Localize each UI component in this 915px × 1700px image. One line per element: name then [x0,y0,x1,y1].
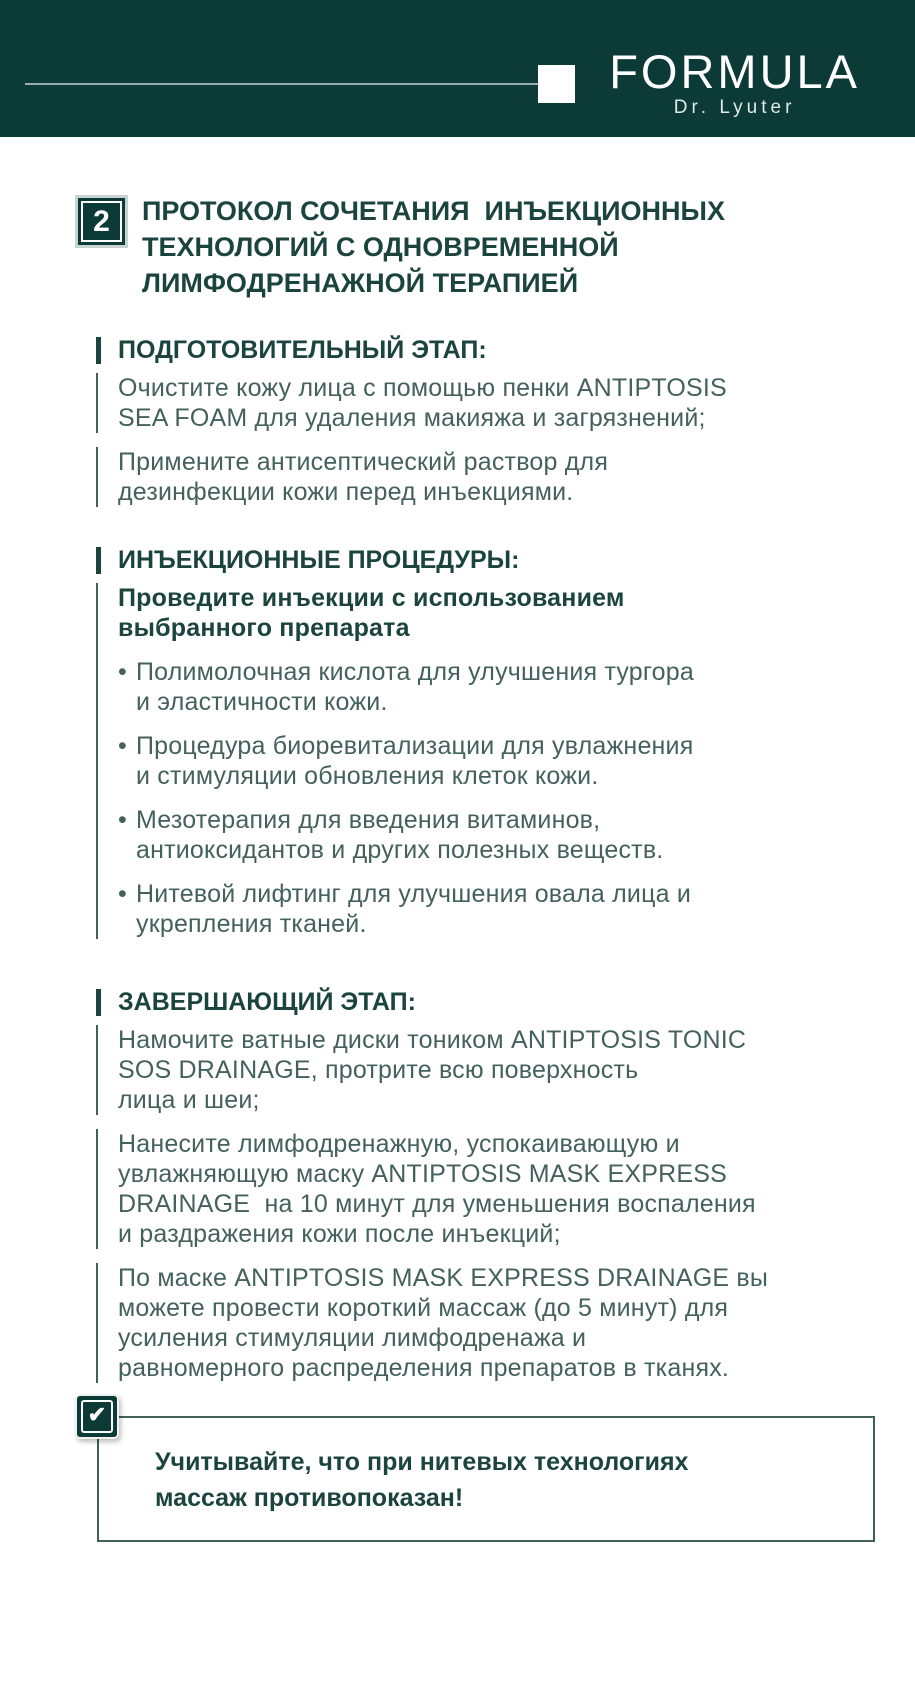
text-line: По маске ANTIPTOSIS MASK EXPRESS DRAINAGE вы [118,1264,769,1292]
section-heading-row [96,335,875,365]
paragraph [96,373,875,433]
list-item [118,805,875,865]
text-line: Намочите ватные диски тоником ANTIPTOSIS TONIC [118,1026,747,1054]
brand-logo [609,44,860,119]
page-title-line: ТЕХНОЛОГИЙ С ОДНОВРЕМЕННОЙ [142,232,619,262]
text-line: увлажняющую маску ANTIPTOSIS MASK EXPRESS [118,1160,728,1188]
page-title-line: ПРОТОКОЛ СОЧЕТАНИЯ ИНЪЕКЦИОННЫХ [142,196,725,226]
paragraph [96,1129,875,1249]
paragraph [96,1263,875,1383]
section-injections [96,545,875,939]
text-line: усиления стимуляции лимфодренажа и [118,1324,587,1352]
section-heading-row [96,545,875,575]
section-heading: ПОДГОТОВИТЕЛЬНЫЙ ЭТАП: [118,336,487,364]
protocol-title-block [75,193,875,301]
text-line: можете провести короткий массаж (до 5 минут) для [118,1294,729,1322]
list-item-text [136,731,693,791]
list-item [118,879,875,939]
text-line: и стимуляции обновления клеток кожи. [136,762,599,790]
text-line: массаж противопоказан! [155,1484,464,1512]
brand-header [0,0,915,137]
page-title-line: ЛИМФОДРЕНАЖНОЙ ТЕРАПИЕЙ [142,268,579,298]
lead-paragraph [118,583,875,643]
brand-square-icon [538,65,575,103]
section-heading-row [96,987,875,1017]
heading-bar [96,989,101,1016]
brand-subtitle: Dr. Lyuter [673,96,796,118]
list-item-text [136,805,663,865]
checkmark-frame [81,1400,113,1433]
heading-bar [96,547,101,574]
list-item-text [136,657,694,717]
text-line: равномерного распределения препаратов в тканях. [118,1354,730,1382]
text-line: Очистите кожу лица с помощью пенки ANTIPTOSIS [118,374,727,402]
text-line: SEA FOAM для удаления макияжа и загрязнений; [118,404,706,432]
heading-bar [96,337,101,364]
list-item [118,657,875,717]
text-line: Процедура биоревитализации для увлажнения [136,732,694,760]
text-line: и эластичности кожи. [136,688,388,716]
checkmark-icon: ✔ [87,1402,107,1427]
paragraph [96,447,875,507]
text-line: Нанесите лимфодренажную, успокаивающую и [118,1130,680,1158]
paragraph [96,1025,875,1115]
text-line: Полимолочная кислота для улучшения тургора [136,658,694,686]
bullet-dot: • [118,658,127,686]
brand-name: FORMULA [609,44,860,98]
bullet-dot: • [118,732,127,760]
text-line: антиоксидантов и других полезных веществ. [136,836,664,864]
injections-body [96,583,875,939]
bullet-dot: • [118,880,127,908]
text-line: укрепления тканей. [136,910,367,938]
step-number: 2 [81,201,122,242]
section-heading: ЗАВЕРШАЮЩИЙ ЭТАП: [118,988,416,1016]
list-item [118,731,875,791]
text-line: DRAINAGE на 10 минут для уменьшения воспаления [118,1190,756,1218]
warning-note [87,1402,875,1542]
text-line: SOS DRAINAGE, протрите всю поверхность [118,1056,639,1084]
text-line: лица и шеи; [118,1086,260,1114]
checkmark-badge [75,1394,119,1439]
text-line: выбранного препарата [118,614,410,642]
section-heading: ИНЪЕКЦИОННЫЕ ПРОЦЕДУРЫ: [118,546,520,574]
step-number-badge [75,195,128,248]
text-line: Примените антисептический раствор для [118,448,609,476]
page-title [142,193,725,301]
text-line: Проведите инъекции с использованием [118,584,625,612]
text-line: и раздражения кожи после инъекций; [118,1220,561,1248]
warning-note-box [97,1416,875,1542]
text-line: дезинфекции кожи перед инъекциями. [118,478,574,506]
text-line: Нитевой лифтинг для улучшения овала лица и [136,880,692,908]
list-item-text [136,879,691,939]
bullet-dot: • [118,806,127,834]
header-rule [25,83,538,85]
section-final-stage [96,987,875,1383]
text-line: Учитывайте, что при нитевых технологиях [155,1448,689,1476]
text-line: Мезотерапия для введения витаминов, [136,806,601,834]
section-preparation [96,335,875,507]
warning-text [155,1444,853,1516]
